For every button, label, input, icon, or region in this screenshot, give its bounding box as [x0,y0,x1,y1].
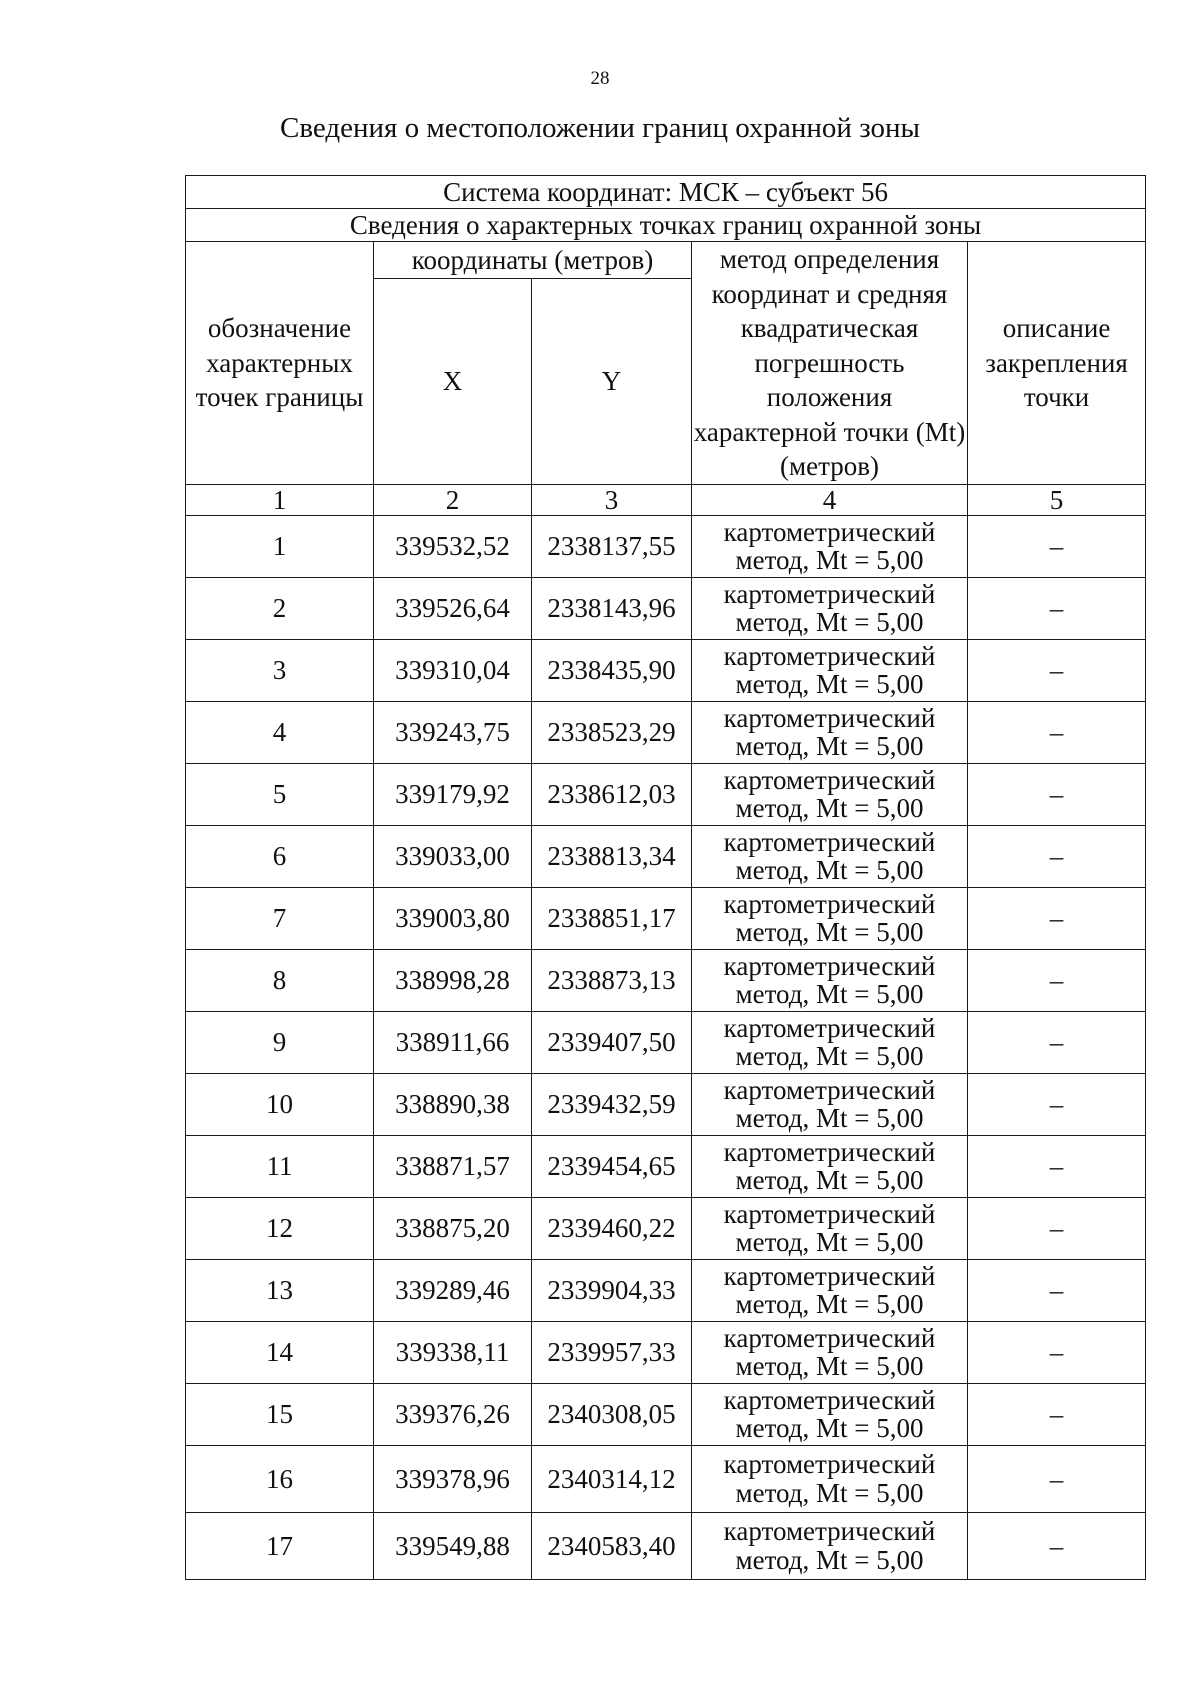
header-y: Y [532,279,692,485]
header-row [186,242,1146,279]
column-number: 4 [692,484,968,515]
cell-method: картометрический метод, Mt = 5,00 [692,1321,968,1383]
cell-point: 3 [186,639,374,701]
cell-point: 1 [186,515,374,577]
cell-x: 338890,38 [374,1073,532,1135]
cell-y: 2338137,55 [532,515,692,577]
cell-point: 6 [186,825,374,887]
cell-method: картометрический метод, Mt = 5,00 [692,825,968,887]
cell-description: – [968,1321,1146,1383]
cell-y: 2340314,12 [532,1445,692,1512]
document-title: Сведения о местоположении границ охранной зоны [279,112,920,144]
cell-point: 14 [186,1321,374,1383]
table-subtitle-row [186,209,1146,242]
cell-method: картометрический метод, Mt = 5,00 [692,515,968,577]
header-description: описание закрепления точки [968,242,1146,485]
table-row [186,1259,1146,1321]
cell-method: картометрический метод, Mt = 5,00 [692,1383,968,1445]
cell-x: 339532,52 [374,515,532,577]
table-row [186,1073,1146,1135]
cell-y: 2339904,33 [532,1259,692,1321]
cell-x: 339003,80 [374,887,532,949]
column-number: 5 [968,484,1146,515]
column-numbers-row [186,484,1146,515]
coordinate-system-label: Система координат: МСК – субъект 56 [186,176,1146,209]
column-number: 3 [532,484,692,515]
cell-x: 338875,20 [374,1197,532,1259]
table-row [186,763,1146,825]
cell-method: картометрический метод, Mt = 5,00 [692,1073,968,1135]
cell-x: 339338,11 [374,1321,532,1383]
header-point-designation: обозначение характерных точек границы [186,242,374,485]
cell-description: – [968,887,1146,949]
table-row [186,1135,1146,1197]
table-row [186,1445,1146,1512]
cell-method: картометрический метод, Mt = 5,00 [692,577,968,639]
cell-x: 339378,96 [374,1445,532,1512]
table-row [186,701,1146,763]
cell-description: – [968,1259,1146,1321]
table-row [186,949,1146,1011]
cell-method: картометрический метод, Mt = 5,00 [692,1197,968,1259]
cell-point: 10 [186,1073,374,1135]
cell-x: 338871,57 [374,1135,532,1197]
cell-method: картометрический метод, Mt = 5,00 [692,639,968,701]
cell-description: – [968,949,1146,1011]
column-number: 1 [186,484,374,515]
cell-x: 338998,28 [374,949,532,1011]
cell-method: картометрический метод, Mt = 5,00 [692,763,968,825]
cell-y: 2338435,90 [532,639,692,701]
cell-y: 2339454,65 [532,1135,692,1197]
cell-y: 2338813,34 [532,825,692,887]
cell-method: картометрический метод, Mt = 5,00 [692,887,968,949]
cell-y: 2338523,29 [532,701,692,763]
cell-y: 2338612,03 [532,763,692,825]
cell-description: – [968,825,1146,887]
cell-x: 339549,88 [374,1512,532,1579]
cell-y: 2338143,96 [532,577,692,639]
table-row [186,639,1146,701]
cell-description: – [968,639,1146,701]
header-coordinates: координаты (метров) [374,242,692,279]
cell-point: 5 [186,763,374,825]
cell-point: 17 [186,1512,374,1579]
cell-point: 11 [186,1135,374,1197]
cell-method: картометрический метод, Mt = 5,00 [692,701,968,763]
cell-y: 2340583,40 [532,1512,692,1579]
cell-y: 2339460,22 [532,1197,692,1259]
cell-x: 339289,46 [374,1259,532,1321]
cell-y: 2339432,59 [532,1073,692,1135]
cell-point: 4 [186,701,374,763]
table-body [186,176,1146,1580]
cell-method: картометрический метод, Mt = 5,00 [692,1512,968,1579]
cell-y: 2339957,33 [532,1321,692,1383]
cell-point: 9 [186,1011,374,1073]
table-row [186,887,1146,949]
cell-point: 16 [186,1445,374,1512]
cell-point: 12 [186,1197,374,1259]
cell-description: – [968,577,1146,639]
table-row [186,1321,1146,1383]
header-method: метод определения координат и средняя квадратическая погрешность положения характерной точки (Mt) (метров) [692,242,968,485]
cell-point: 13 [186,1259,374,1321]
cell-description: – [968,1197,1146,1259]
cell-method: картометрический метод, Mt = 5,00 [692,1011,968,1073]
column-number: 2 [374,484,532,515]
cell-method: картометрический метод, Mt = 5,00 [692,1135,968,1197]
cell-description: – [968,1512,1146,1579]
table-row [186,1383,1146,1445]
coordinates-table [185,175,1146,1580]
cell-method: картометрический метод, Mt = 5,00 [692,949,968,1011]
cell-point: 8 [186,949,374,1011]
table-row [186,1011,1146,1073]
table-row [186,577,1146,639]
cell-y: 2339407,50 [532,1011,692,1073]
cell-point: 2 [186,577,374,639]
cell-description: – [968,515,1146,577]
cell-x: 339033,00 [374,825,532,887]
cell-description: – [968,763,1146,825]
cell-method: картометрический метод, Mt = 5,00 [692,1259,968,1321]
cell-y: 2340308,05 [532,1383,692,1445]
cell-x: 339179,92 [374,763,532,825]
header-x: X [374,279,532,485]
page-number: 28 [590,68,610,89]
cell-point: 15 [186,1383,374,1445]
cell-description: – [968,1383,1146,1445]
cell-x: 339310,04 [374,639,532,701]
cell-description: – [968,1445,1146,1512]
cell-point: 7 [186,887,374,949]
cell-description: – [968,1011,1146,1073]
cell-description: – [968,701,1146,763]
table-row [186,515,1146,577]
cell-x: 339526,64 [374,577,532,639]
cell-y: 2338873,13 [532,949,692,1011]
table-row [186,1197,1146,1259]
cell-x: 339243,75 [374,701,532,763]
cell-x: 339376,26 [374,1383,532,1445]
cell-description: – [968,1073,1146,1135]
coordinate-system-row [186,176,1146,209]
cell-method: картометрический метод, Mt = 5,00 [692,1445,968,1512]
table-row [186,825,1146,887]
table-row [186,1512,1146,1579]
cell-x: 338911,66 [374,1011,532,1073]
cell-description: – [968,1135,1146,1197]
table-subtitle: Сведения о характерных точках границ охранной зоны [186,209,1146,242]
cell-y: 2338851,17 [532,887,692,949]
